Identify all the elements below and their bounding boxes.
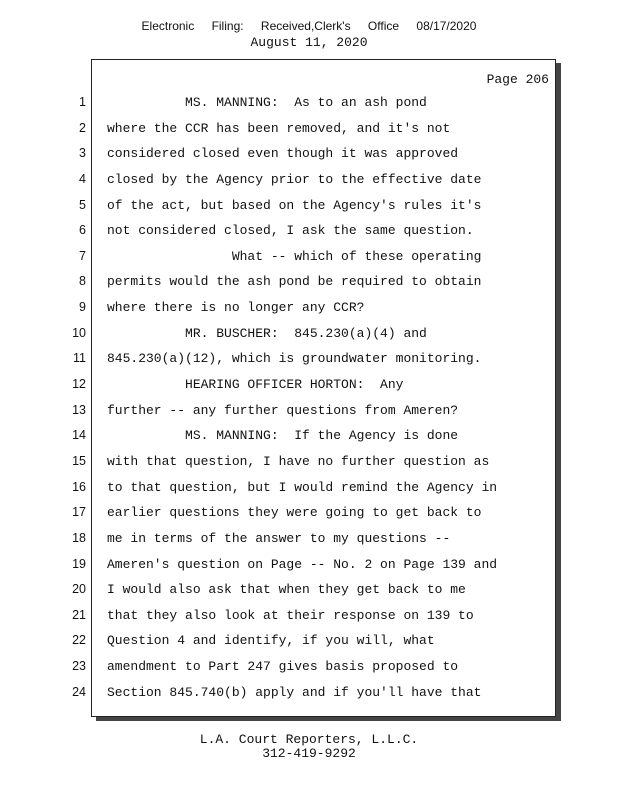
transcript-line: Ameren's question on Page -- No. 2 on Page 139 and — [107, 556, 498, 572]
line-number: 1 — [79, 95, 86, 109]
line-number: 4 — [79, 171, 86, 186]
line-number: 22 — [72, 633, 86, 648]
stamp-date: 08/17/2020 — [416, 19, 477, 33]
transcript-line: where the CCR has been removed, and it's not — [107, 120, 451, 136]
transcript-line: What -- which of these operating — [107, 248, 482, 264]
line-number: 7 — [79, 248, 86, 263]
transcript-line: HEARING OFFICER HORTON: Any — [107, 377, 404, 393]
footer-phone: 312-419-9292 — [262, 746, 356, 761]
line-number: 2 — [79, 120, 86, 135]
transcript-line: further -- any further questions from Ameren? — [107, 402, 459, 418]
line-number: 9 — [79, 300, 86, 315]
line-number: 18 — [72, 530, 86, 545]
line-number: 20 — [72, 582, 86, 597]
line-number: 12 — [72, 377, 86, 392]
transcript-line: of the act, but based on the Agency's rules it's — [107, 197, 482, 213]
line-number: 24 — [72, 684, 86, 699]
transcript-line: amendment to Part 247 gives basis proposed to — [107, 659, 459, 675]
stamp-filing: Filing: — [211, 19, 244, 33]
line-number: 11 — [73, 351, 86, 366]
line-number: 8 — [79, 274, 86, 289]
transcript-text — [107, 92, 552, 707]
transcript-line: Question 4 and identify, if you will, what — [107, 633, 435, 649]
stamp-electronic: Electronic — [141, 19, 195, 33]
transcript-line: that they also look at their response on 139 to — [107, 607, 474, 623]
line-number: 5 — [79, 197, 86, 212]
footer-company: L.A. Court Reporters, L.L.C. — [199, 732, 419, 747]
line-number: 23 — [72, 659, 86, 674]
line-number: 19 — [72, 556, 86, 571]
footer — [0, 733, 618, 761]
line-number: 6 — [79, 223, 86, 238]
line-number: 16 — [72, 479, 86, 494]
transcript-line: where there is no longer any CCR? — [107, 300, 365, 316]
transcript-line: closed by the Agency prior to the effective date — [107, 171, 482, 187]
transcript-line: I would also ask that when they get back to me — [107, 582, 466, 598]
line-number: 21 — [72, 607, 86, 622]
transcript-line: permits would the ash pond be required to obtain — [107, 274, 482, 290]
transcript-line: MR. BUSCHER: 845.230(a)(4) and — [107, 325, 427, 341]
line-number: 15 — [72, 453, 86, 468]
line-number: 3 — [79, 146, 86, 161]
line-number: 17 — [72, 505, 86, 520]
transcript-line: considered closed even though it was approved — [107, 146, 459, 162]
line-number: 14 — [72, 428, 86, 443]
line-number-column — [60, 92, 86, 707]
transcript-line: MS. MANNING: As to an ash pond — [107, 95, 427, 110]
transcript-line: MS. MANNING: If the Agency is done — [107, 428, 459, 444]
transcript-line: to that question, but I would remind the Agency in — [107, 479, 498, 495]
transcript-date: August 11, 2020 — [250, 35, 368, 50]
stamp-office: Office — [367, 19, 400, 33]
transcript-line: me in terms of the answer to my questions -- — [107, 530, 451, 546]
transcript-line: with that question, I have no further question as — [107, 453, 490, 469]
filing-stamp — [0, 20, 618, 33]
transcript-line: 845.230(a)(12), which is groundwater monitoring. — [107, 351, 482, 367]
line-number: 13 — [72, 402, 86, 417]
page-number: Page 206 — [486, 72, 549, 87]
transcript-line: earlier questions they were going to get back to — [107, 505, 482, 521]
stamp-received: Received,Clerk's — [260, 19, 351, 33]
transcript-line: not considered closed, I ask the same question. — [107, 223, 474, 239]
transcript-line: Section 845.740(b) apply and if you'll have that — [107, 684, 482, 700]
line-number: 10 — [72, 325, 86, 340]
